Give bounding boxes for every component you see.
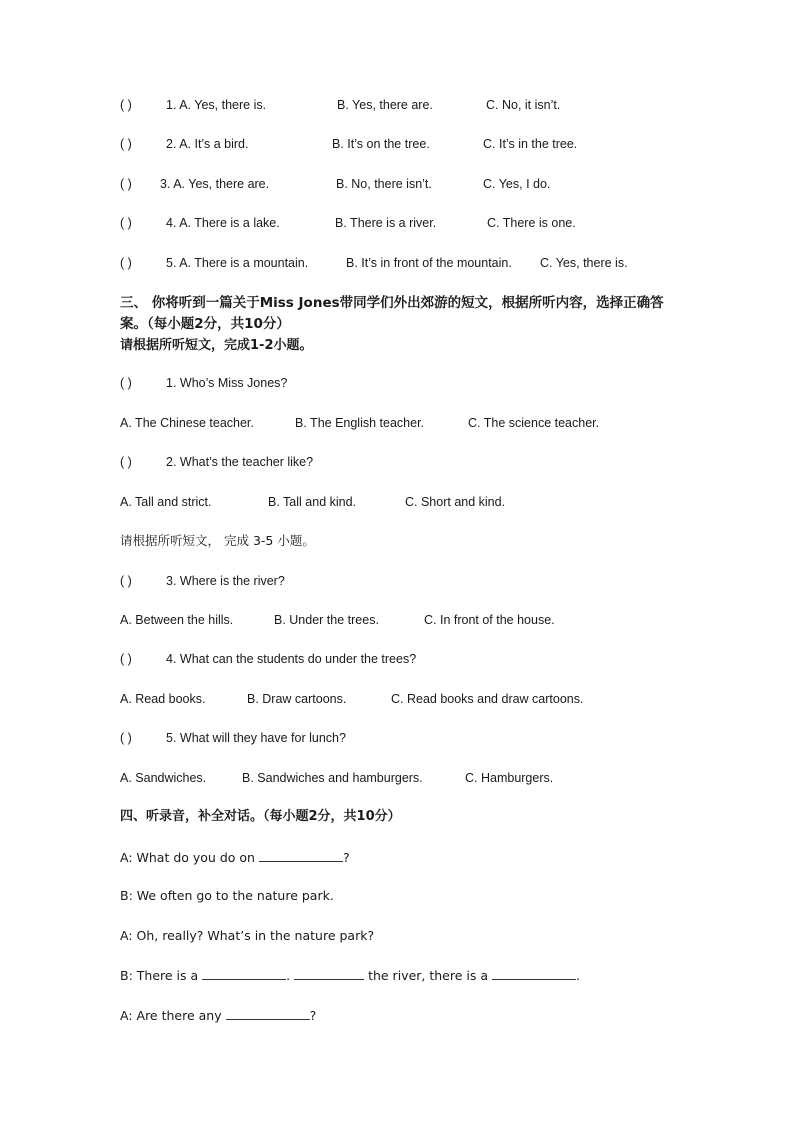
- dialogue-line: [120, 967, 580, 984]
- option-a: A. The Chinese teacher.: [120, 416, 254, 430]
- section-heading: 三、 你将听到一篇关于Miss Jones带同学们外出郊游的短文，根据所听内容，选择正确答案。（每小题2分，共10分）: [120, 295, 664, 332]
- section-heading: 四、听录音，补全对话。（每小题2分，共10分）: [120, 809, 401, 824]
- answer-bracket: ( ): [120, 574, 132, 588]
- option-b: B. Under the trees.: [274, 613, 379, 627]
- answer-blank[interactable]: [492, 967, 576, 980]
- option-c: C. No, it isn’t.: [486, 98, 561, 112]
- option-a: A. Tall and strict.: [120, 495, 212, 509]
- option-b: B. No, there isn’t.: [336, 177, 432, 191]
- answer-bracket: ( ): [120, 137, 132, 151]
- option-c: C. In front of the house.: [424, 613, 555, 627]
- option-c: C. Short and kind.: [405, 495, 506, 509]
- dialogue-text: ?: [342, 850, 350, 865]
- option-a: 1. A. Yes, there is.: [166, 98, 267, 112]
- option-a: 5. A. There is a mountain.: [166, 256, 309, 270]
- question-text: 4. What can the students do under the trees?: [166, 652, 417, 666]
- answer-bracket: ( ): [120, 376, 132, 390]
- section-instruction: 请根据所听短文，完成1-2小题。: [120, 338, 313, 353]
- question-text: 3. Where is the river?: [166, 574, 285, 588]
- answer-bracket: ( ): [120, 216, 132, 230]
- dialogue-line: B: We often go to the nature park.: [120, 888, 334, 903]
- option-a: A. Sandwiches.: [120, 771, 207, 785]
- dialogue-line: [120, 849, 350, 866]
- dialogue-text: ?: [309, 1008, 317, 1023]
- option-b: B. It’s on the tree.: [332, 137, 430, 151]
- dialogue-text: .: [575, 968, 580, 983]
- answer-blank[interactable]: [259, 849, 343, 862]
- dialogue-text: A: What do you do on: [120, 850, 259, 865]
- option-b: B. The English teacher.: [295, 416, 425, 430]
- option-c: C. It’s in the tree.: [483, 137, 578, 151]
- option-a: A. Read books.: [120, 692, 206, 706]
- option-a: A. Between the hills.: [120, 613, 234, 627]
- option-c: C. Hamburgers.: [465, 771, 554, 785]
- answer-bracket: ( ): [120, 98, 132, 112]
- dialogue-text: .: [286, 968, 295, 983]
- option-b: B. Sandwiches and hamburgers.: [242, 771, 423, 785]
- option-b: B. There is a river.: [335, 216, 437, 230]
- option-c: C. The science teacher.: [468, 416, 600, 430]
- answer-blank[interactable]: [202, 967, 286, 980]
- answer-bracket: ( ): [120, 731, 132, 745]
- option-b: B. Draw cartoons.: [247, 692, 347, 706]
- answer-bracket: ( ): [120, 652, 132, 666]
- dialogue-line: [120, 1007, 316, 1024]
- option-c: C. Yes, there is.: [540, 256, 628, 270]
- dialogue-text: A: Are there any: [120, 1008, 226, 1023]
- question-text: 2. What’s the teacher like?: [166, 455, 314, 469]
- answer-bracket: ( ): [120, 256, 132, 270]
- question-text: 5. What will they have for lunch?: [166, 731, 346, 745]
- option-b: B. Tall and kind.: [268, 495, 357, 509]
- answer-blank[interactable]: [226, 1007, 310, 1020]
- option-a: 2. A. It’s a bird.: [166, 137, 249, 151]
- dialogue-text: B: There is a: [120, 968, 203, 983]
- option-b: B. It’s in front of the mountain.: [346, 256, 512, 270]
- option-a: 4. A. There is a lake.: [166, 216, 280, 230]
- answer-bracket: ( ): [120, 455, 132, 469]
- option-c: C. Yes, I do.: [483, 177, 551, 191]
- option-c: C. There is one.: [487, 216, 576, 230]
- option-b: B. Yes, there are.: [337, 98, 433, 112]
- answer-bracket: ( ): [120, 177, 132, 191]
- option-c: C. Read books and draw cartoons.: [391, 692, 584, 706]
- dialogue-text: the river, there is a: [364, 968, 492, 983]
- question-text: 1. Who’s Miss Jones?: [166, 376, 288, 390]
- section-instruction: 请根据所听短文， 完成 3-5 小题。: [120, 533, 315, 548]
- dialogue-line: A: Oh, really? What’s in the nature park?: [120, 928, 375, 943]
- option-a: 3. A. Yes, there are.: [160, 177, 270, 191]
- answer-blank[interactable]: [294, 967, 364, 980]
